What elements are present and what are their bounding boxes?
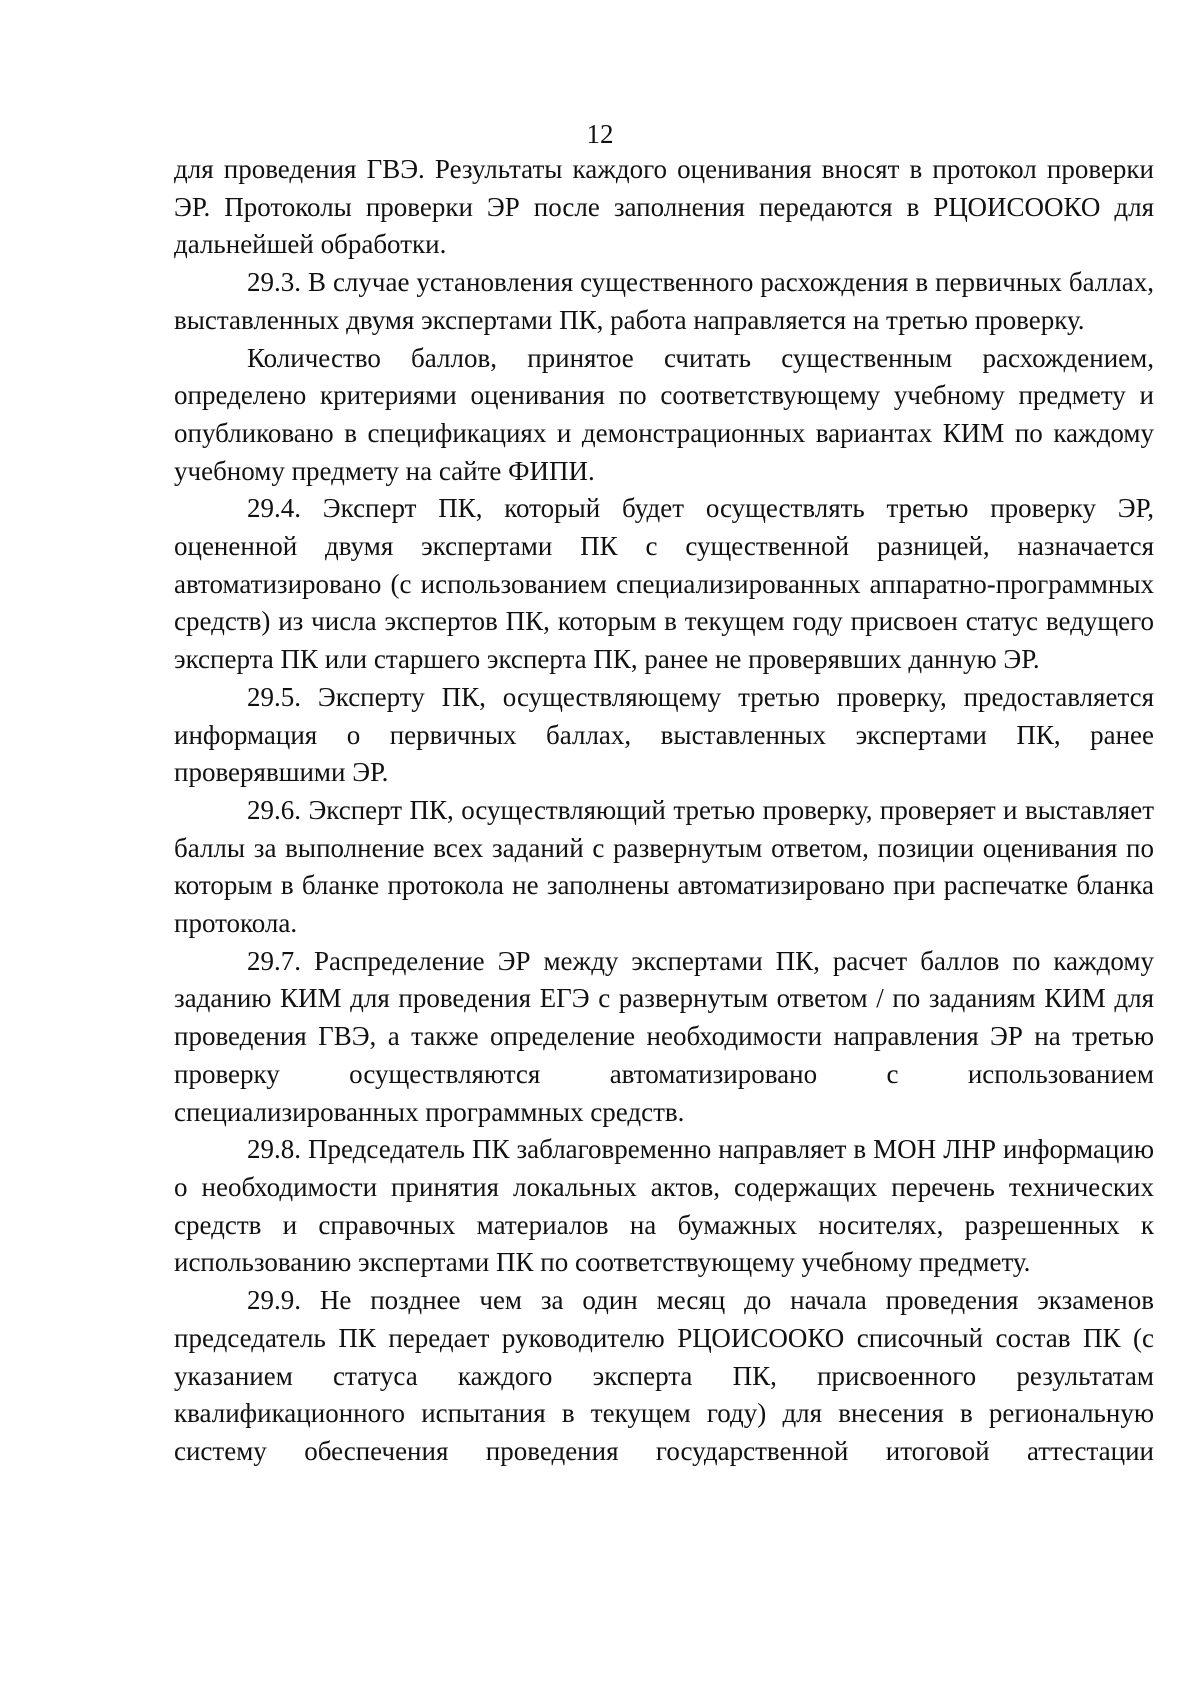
paragraph-29-3: 29.3. В случае установления существенного расхождения в первичных баллах, выставленных двумя экспертами ПК, работа направляется на третью проверку. xyxy=(174,267,1154,335)
paragraph-continuation: для проведения ГВЭ. Результаты каждого оценивания вносят в протокол проверки ЭР. Протоколы проверки ЭР после заполнения передаются в РЦОИСООКО для дальнейшей обработки. xyxy=(174,154,1154,260)
document-body xyxy=(174,151,1154,1471)
paragraph-29-5: 29.5. Эксперту ПК, осуществляющему третью проверку, предоставляется информация о первичных баллах, выставленных экспертами ПК, ранее проверявшими ЭР. xyxy=(174,681,1154,788)
paragraph-29-6: 29.6. Эксперт ПК, осуществляющий третью проверку, проверяет и выставляет баллы за выполнение всех заданий с развернутым ответом, позиции оценивания по которым в бланке протокола не заполнены автоматизировано при распечатке бланка протокола. xyxy=(174,794,1154,939)
paragraph-29-8: 29.8. Председатель ПК заблаговременно направляет в МОН ЛНР информацию о необходимости принятия локальных актов, содержащих перечень технических средств и справочных материалов на бумажных носителях, разрешенных к использованию экспертами ПК по соответствующему учебному предмету. xyxy=(174,1134,1154,1278)
paragraph-29-9: 29.9. Не позднее чем за один месяц до начала проведения экзаменов председатель ПК передает руководителю РЦОИСООКО списочный состав ПК (с указанием статуса каждого эксперта ПК, присвоенного результатам квалификационного испытания в текущем году) для внесения в региональную систему обеспечения проведения государственной итоговой аттестации xyxy=(174,1285,1154,1466)
paragraph-29-4: 29.4. Эксперт ПК, который будет осуществлять третью проверку ЭР, оцененной двумя экспертами ПК с существенной разницей, назначается автоматизировано (с использованием специализированных аппаратно-программных средств) из числа экспертов ПК, которым в текущем году присвоен статус ведущего эксперта ПК или старшего эксперта ПК, ранее не проверявших данную ЭР. xyxy=(174,493,1154,675)
paragraph-threshold: Количество баллов, принятое считать существенным расхождением, определено критериями оценивания по соответствующему учебному предмету и опубликовано в спецификациях и демонстрационных вариантах КИМ по каждому учебному предмету на сайте ФИПИ. xyxy=(174,342,1154,486)
paragraph-29-7: 29.7. Распределение ЭР между экспертами ПК, расчет баллов по каждому заданию КИМ для проведения ЕГЭ с развернутым ответом / по заданиям КИМ для проведения ГВЭ, а также определение необходимости направления ЭР на третью проверку осуществляются автоматизировано с использованием специализированных программных средств. xyxy=(174,945,1154,1127)
page-number: 12 xyxy=(586,119,614,149)
